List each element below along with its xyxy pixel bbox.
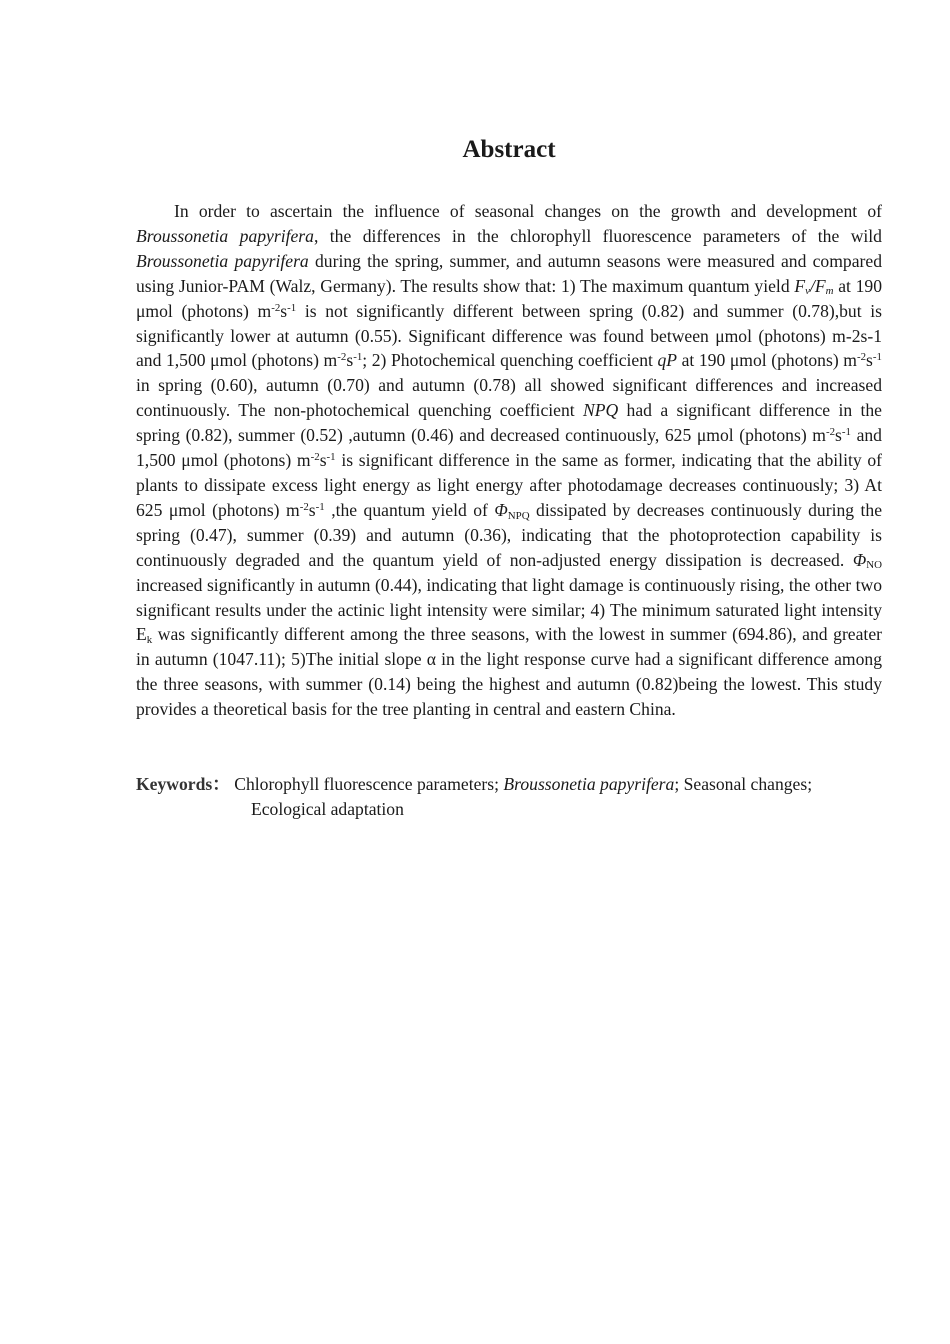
text: in spring (0.60), autumn (0.70) and autumn (0.78) all showed significant differences and increased continuously. The non-photochemical quenching coefficient bbox=[136, 375, 882, 421]
text: increased significantly in autumn (0.44), indicating that light damage is continuously rising, the other two significant results under the actinic light intensity were similar; 4) The minimum saturated light intensity E bbox=[136, 574, 882, 645]
text: at 190 μmol (photons) m bbox=[677, 350, 857, 371]
keyword-text: Chlorophyll fluorescence parameters; bbox=[229, 774, 504, 794]
species-name: Broussonetia papyrifera bbox=[136, 250, 309, 271]
text: and 1,500 μmol (photons) m bbox=[136, 425, 882, 471]
keywords bbox=[136, 772, 882, 822]
text: was significantly different among the three seasons, with the lowest in summer (694.86), and greater in autumn (1047.11); 5)The initial slope α in the light response curve had a significant difference among the three seasons, with summer (0.14) being the highest and autumn (0.82)being the lowest. This study provides a theoretical basis for the tree planting in central and eastern China. bbox=[136, 624, 882, 720]
symbol-fv: $F_v/F_m$ bbox=[794, 275, 834, 298]
symbol-qp: qP bbox=[657, 350, 678, 371]
keyword-text: Ecological adaptation bbox=[251, 798, 404, 819]
species-name: Broussonetia papyrifera bbox=[136, 225, 314, 246]
page-title: Abstract bbox=[462, 136, 556, 163]
text: at 190 μmol (photons) m bbox=[136, 275, 882, 321]
text: , the differences in the chlorophyll fluorescence parameters of the wild bbox=[313, 225, 882, 246]
text: is significant difference in the same as former, indicating that the ability of plants to dissipate excess light energy as light energy after photodamage decreases continuously; 3) At 625 μmol (photons) m bbox=[136, 450, 882, 520]
text: In order to ascertain the influence of seasonal changes on the growth and development of bbox=[174, 201, 882, 221]
keywords-label: Keywords： bbox=[136, 774, 230, 794]
text: had a significant difference in the spring (0.82), summer (0.52) ,autumn (0.46) and decreased continuously, 625 μmol (photons) m bbox=[136, 400, 882, 446]
symbol-phi-no: Φ bbox=[852, 549, 867, 570]
text: ; 2) Photochemical quenching coefficient bbox=[362, 350, 658, 371]
text: dissipated by decreases continuously during the spring (0.47), summer (0.39) and autumn (0.36), indicating that the photoprotection capability is continuously degraded and the quantum yield of non-adjusted energy dissipation is decreased. bbox=[136, 499, 883, 570]
keyword-species: Broussonetia papyrifera bbox=[503, 774, 675, 794]
symbol-phi-npq: Φ bbox=[494, 499, 508, 520]
symbol-npq: NPQ bbox=[583, 400, 619, 421]
text: ,the quantum yield of bbox=[324, 499, 495, 520]
keyword-text: ; Seasonal changes; bbox=[674, 774, 813, 794]
text: is not significantly different between spring (0.82) and summer (0.78),but is significantly lower at autumn (0.55). Significant difference was found between μmol (photons) m-2s-1 and 1,500 μmol (photons) m bbox=[136, 300, 882, 371]
abstract-body: In order to ascertain the influence of seasonal changes on the growth and development of Broussonetia papyrifera, the differences in the chlorophyll fluorescence parameters of the wild Broussonetia papyrifera during the spring, summer, and autumn seasons were measured and compared using Junior-PAM (Walz, Germany). The results show that: 1) The maximum quantum yield $F_v/F_m$ at 190 μmol (photons) $m^{-2}s^{-1}$ is not significantly different between spring (0.82) and summer (0.78),but is significantly lower at autumn (0.55). Significant difference was found between μmol (photons) m-2s-1 and 1,500 μmol (photons) $m^{-2}s^{-1}$; 2) Photochemical quenching coefficient qP at 190 μmol (photons) $m^{-2}s^{-1}$ in spring (0.60), autumn (0.70) and autumn (0.78) all showed significant differences and increased continuously. The non-photochemical quenching coefficient NPQ had a significant difference in the spring (0.82), summer (0.52) ,autumn (0.46) and decreased continuously, 625 μmol (photons) $m^{-2}s^{-1}$ and 1,500 μmol (photons) $m^{-2}s^{-1}$ is significant difference in the same as former, indicating that the ability of plants to dissipate excess light energy as light energy after photodamage decreases continuously; 3) At 625 μmol (photons) $m^{-2}s^{-1}$ ,the quantum yield of $\Phi_{NPQ}$ dissipated by decreases continuously during the spring (0.47), summer (0.39) and autumn (0.36), indicating that the photoprotection capability is continuously degraded and the quantum yield of non-adjusted energy dissipation is decreased. $\Phi_{NO}$ increased significantly in autumn (0.44), indicating that light damage is continuously rising, the other two significant results under the actinic light intensity were similar; 4) The minimum saturated light intensity $E_k$ was significantly different among the three seasons, with the lowest in summer (694.86), and greater in autumn (1047.11); 5)The initial slope α in the light response curve had a significant difference among the three seasons, with summer (0.14) being the highest and autumn (0.82)being the lowest. This study provides a theoretical basis for the tree planting in central and eastern China. bbox=[136, 201, 883, 720]
text: during the spring, summer, and autumn seasons were measured and compared using Junior-PAM (Walz, Germany). The results show that: 1) The maximum quantum yield bbox=[136, 250, 882, 296]
